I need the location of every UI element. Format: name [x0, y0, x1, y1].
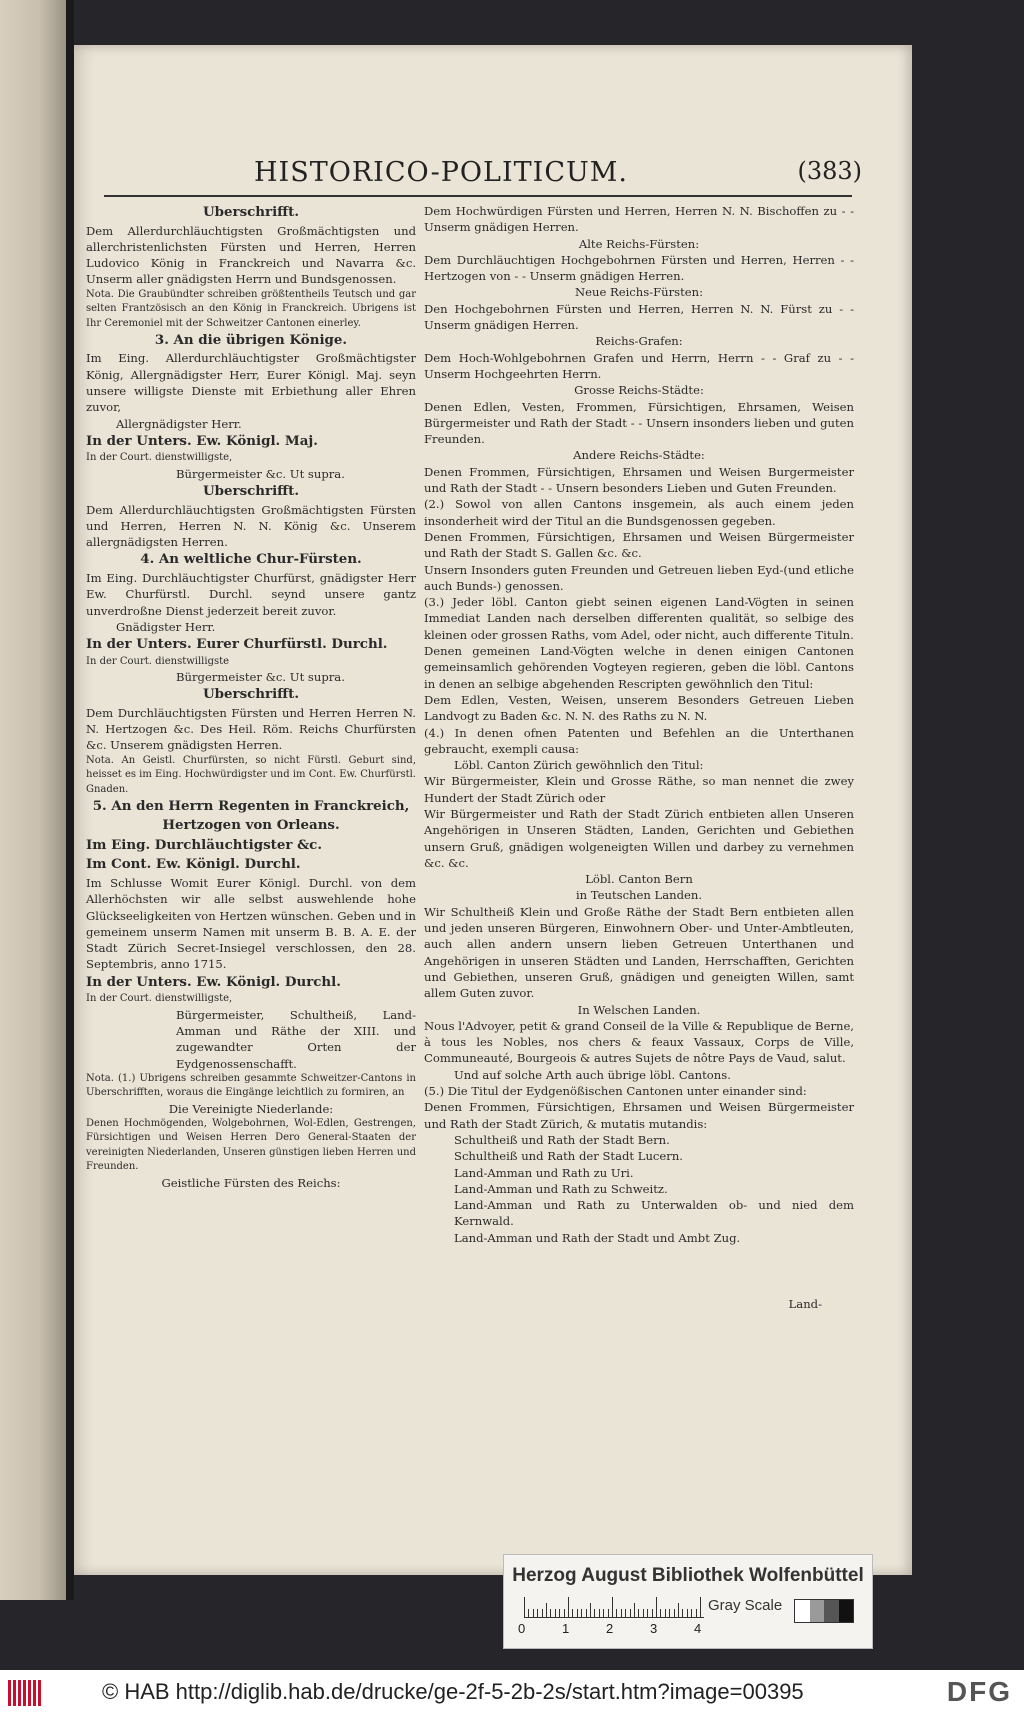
- text-paragraph: Land-Amman und Rath zu Unterwalden ob- und nied dem Kernwald.: [454, 1198, 854, 1229]
- text-paragraph: Wir Bürgermeister, Klein und Grosse Räthe, so man nennet die zwey Hundert der Stadt Zürich oder: [424, 774, 854, 805]
- text-paragraph: Bürgermeister, Schultheiß, Land-Amman und Räthe der XIII. und zugewandter Orten der Eydgenossenschafft.: [176, 1007, 416, 1071]
- text-paragraph: Dem Durchläuchtigen Hochgebohrnen Fürsten und Herren, Herren - - Hertzogen von - - Unserm gnädigen Herren.: [424, 252, 854, 284]
- logo-bar: [28, 1680, 31, 1706]
- text-paragraph: Denen Edlen, Vesten, Frommen, Fürsichtigen, Ehrsamen, Weisen Bürgermeister und Rath der Stadt - - Unsern insonders lieben und guten Freunden.: [424, 399, 854, 447]
- scale-tick: [691, 1609, 692, 1617]
- text-paragraph: Im Cont. Ew. Königl. Durchl.: [86, 856, 301, 873]
- text-paragraph: in Teutschen Landen.: [575, 888, 703, 903]
- library-name: Herzog August Bibliothek Wolfenbüttel: [512, 1565, 864, 1586]
- scale-tick: [647, 1609, 648, 1617]
- scale-tick: [559, 1609, 560, 1617]
- scale-tick: [652, 1609, 653, 1617]
- scale-tick: [665, 1609, 666, 1617]
- running-title: HISTORICO-POLITICUM.: [254, 157, 628, 188]
- text-paragraph: Land-Amman und Rath zu Schweitz.: [454, 1181, 668, 1196]
- logo-bar: [18, 1680, 21, 1706]
- text-paragraph: In der Court. dienstwilligste: [86, 655, 230, 667]
- text-paragraph: Reichs-Grafen:: [595, 334, 683, 349]
- text-paragraph: Wir Bürgermeister und Rath der Stadt Zürich entbieten allen Unseren Angehörigen in Unseren Städten, Landen, Gerichten und Gebiethen unsern Gruß, gnädigen wolgeneigten Willen und darbey zu vernehmen &c. &c.: [424, 806, 854, 870]
- text-paragraph: 3. An die übrigen Könige.: [154, 331, 348, 348]
- scale-tick: [634, 1603, 635, 1617]
- text-paragraph: Wir Schultheiß Klein und Große Räthe der Stadt Bern entbieten allen und jeden unseren Bürgeren, Einwohnern Ober- und Unter-Ambtleuten, auch allen andern unsern lieben Getreuen Unterthanen und Angehörigen in unseren Städten und Landen, Herrschafften, Gerichten und Gebiethen, unseren Gruß, gnädigen und geneigten Willen, samt allem Guten zuvor.: [424, 904, 854, 1001]
- text-paragraph: Dem Allerdurchläuchtigsten Großmächtigsten Fürsten und Herren, Herren N. N. König &c. Unserem allergnädigsten Herren.: [86, 502, 416, 550]
- text-paragraph: Gnädigster Herr.: [116, 619, 216, 634]
- text-paragraph: Schultheiß und Rath der Stadt Bern.: [454, 1132, 670, 1147]
- scale-tick: [630, 1609, 631, 1617]
- scale-tick: [533, 1609, 534, 1617]
- text-paragraph: (5.) Die Titul der Eydgenößischen Cantonen unter einander sind:: [424, 1084, 807, 1099]
- gray-swatch: [824, 1600, 839, 1622]
- text-paragraph: (2.) Sowol von allen Cantons insgemein, als auch einem jeden insonderheit wird der Titul an die Bundsgenossen gegeben.: [424, 497, 854, 528]
- text-paragraph: Dem Hochwürdigen Fürsten und Herren, Herren N. N. Bischoffen zu - - Unserm gnädigen Herren.: [424, 204, 854, 235]
- text-paragraph: Uberschrifft.: [202, 483, 300, 500]
- logo-bar: [8, 1680, 11, 1706]
- text-paragraph: Nota. An Geistl. Churfürsten, so nicht Fürstl. Geburt sind, heisset es im Eing. Hochwürdigster und im Cont. Ew. Churfürstl. Gnaden.: [86, 754, 416, 795]
- scale-tick: [577, 1609, 578, 1617]
- gray-swatch: [839, 1600, 854, 1622]
- text-paragraph: Dem Hoch-Wohlgebohrnen Grafen und Herrn, Herrn - - Graf zu - - Unserm Hochgeehrten Herrn.: [424, 350, 854, 381]
- text-paragraph: Dem Allerdurchläuchtigsten Großmächtigsten und allerchristenlichsten Fürsten und Herren, Herren Ludovico König in Franckreich und Navarra &c. Unserm aller gnädigsten Herrn und Bundsgenossen.: [86, 223, 416, 287]
- book-gutter: [66, 0, 74, 1600]
- text-paragraph: In der Unters. Ew. Königl. Maj.: [86, 432, 318, 449]
- scale-tick: [586, 1609, 587, 1617]
- text-paragraph: (3.) Jeder löbl. Canton giebt seinen eigenen Land-Vögten in seinen Immediat Landen nach derselben differenten qualität, so selbige des kleinen oder grossen Raths, vom Adel, oder nicht, auch differente Tituln.: [424, 595, 854, 642]
- text-paragraph: Uberschrifft.: [202, 686, 300, 703]
- text-paragraph: Grosse Reichs-Städte:: [574, 383, 704, 398]
- text-paragraph: 4. An weltliche Chur-Fürsten.: [140, 551, 362, 568]
- text-paragraph: Geistliche Fürsten des Reichs:: [161, 1175, 341, 1190]
- text-paragraph: Neue Reichs-Fürsten:: [574, 285, 704, 300]
- right-text-column: [424, 203, 854, 1246]
- text-paragraph: Im Eing. Allerdurchläuchtigster Großmächtigster König, Allergnädigster Herr, Eurer Königl. Maj. seyn unsere willigste Dienste mit Erbiethung aller Ehren zuvor,: [86, 351, 416, 415]
- catchword: Land-: [788, 1297, 822, 1311]
- scale-tick: [674, 1609, 675, 1617]
- text-paragraph: In der Court. dienstwilligste,: [86, 452, 233, 464]
- text-paragraph: In der Unters. Eurer Churfürstl. Durchl.: [86, 636, 388, 653]
- scale-tick: [660, 1609, 661, 1617]
- text-paragraph: Denen Frommen, Fürsichtigen, Ehrsamen und Weisen Bürgermeister und Rath der Stadt Zürich, & mutatis mutandis:: [424, 1100, 854, 1131]
- text-paragraph: Land-Amman und Rath der Stadt und Ambt Zug.: [454, 1230, 741, 1245]
- scale-tick: [656, 1597, 657, 1617]
- text-paragraph: Land-Amman und Rath zu Uri.: [454, 1165, 634, 1180]
- scale-tick: [696, 1609, 697, 1617]
- text-paragraph: Dem Edlen, Vesten, Weisen, unserem Besonders Getreuen Lieben Landvogt zu Baden &c. N. N. des Raths zu N. N.: [424, 692, 854, 724]
- text-paragraph: Im Eing. Durchläuchtigster Churfürst, gnädigster Herr Ew. Churfürstl. Durchl. seynd unsere gantz unverdroßne Dienst jederzeit bereit zuvor.: [86, 570, 416, 618]
- scale-tick: [555, 1609, 556, 1617]
- gray-swatch: [795, 1600, 810, 1622]
- scale-label: 0: [518, 1621, 526, 1636]
- scale-tick: [687, 1609, 688, 1617]
- page-number: (383): [797, 157, 862, 185]
- logo-bar: [33, 1680, 36, 1706]
- text-paragraph: Löbl. Canton Bern: [585, 872, 693, 887]
- scale-tick: [678, 1603, 679, 1617]
- scale-label: 3: [650, 1621, 658, 1636]
- text-paragraph: Und auf solche Arth auch übrige löbl. Cantons.: [454, 1067, 731, 1082]
- gray-scale-label: Gray Scale: [708, 1597, 783, 1614]
- text-paragraph: Bürgermeister &c. Ut supra.: [176, 466, 345, 481]
- scale-tick: [700, 1597, 701, 1617]
- scale-tick: [625, 1609, 626, 1617]
- scale-tick: [581, 1609, 582, 1617]
- scale-tick: [603, 1609, 604, 1617]
- text-paragraph: Denen Frommen, Fürsichtigen, Ehrsamen und Weisen Bürgermeister und Rath der Stadt S. Gallen &c. &c.: [424, 529, 854, 561]
- scale-tick: [612, 1597, 613, 1617]
- text-paragraph: Löbl. Canton Zürich gewöhnlich den Titul:: [454, 758, 704, 773]
- measurement-scale: [524, 1595, 704, 1618]
- page-header: [104, 157, 862, 197]
- text-paragraph: Allergnädigster Herr.: [116, 416, 242, 431]
- scale-label: 1: [562, 1621, 570, 1636]
- scale-tick: [621, 1609, 622, 1617]
- text-paragraph: Nous l'Advoyer, petit & grand Conseil de la Ville & Republique de Berne, à tous les Nobles, nos chers & feaux Vassaux, Corps de Ville, Communeauté, Bourgeois & autres Sujets de nôtre Pays de Vaud, salut.: [424, 1018, 854, 1066]
- scale-tick: [616, 1609, 617, 1617]
- text-paragraph: Im Schlusse Womit Eurer Königl. Durchl. von dem Allerhöchsten wir alle selbst auswehlende hohe Glückseeligkeiten von Hertzen wünschen. Geben und in gemeinem unserm Namen mit unserm B. B. A. E. der Stadt Zürich Secret-Insiegel verschlossen, den 28. Septembris, anno 1715.: [86, 875, 416, 972]
- text-paragraph: In der Court. dienstwilligste,: [86, 993, 233, 1005]
- left-text-column: [86, 203, 416, 1191]
- logo-bar: [23, 1680, 26, 1706]
- text-paragraph: Den Hochgebohrnen Fürsten und Herren, Herren N. N. Fürst zu - - Unserm gnädigen Herren.: [424, 301, 854, 333]
- text-paragraph: Dem Durchläuchtigsten Fürsten und Herren Herren N. N. Hertzogen &c. Des Heil. Röm. Reichs Churfürsten &c. Unserem gnädigsten Herren.: [86, 705, 416, 753]
- text-paragraph: Nota. (1.) Ubrigens schreiben gesammte Schweitzer-Cantons in Uberschrifften, woraus die Eingänge leichtlich zu formiren, an: [86, 1072, 416, 1099]
- text-paragraph: In Welschen Landen.: [577, 1002, 701, 1017]
- footer-bar: [0, 1670, 1024, 1715]
- text-paragraph: Andere Reichs-Städte:: [573, 448, 705, 463]
- gray-swatch: [810, 1600, 825, 1622]
- previous-page-edge: [0, 0, 66, 1600]
- scale-tick: [537, 1609, 538, 1617]
- scale-tick: [568, 1597, 569, 1617]
- scale-tick: [546, 1603, 547, 1617]
- text-paragraph: Uberschrifft.: [202, 204, 300, 220]
- scale-tick: [594, 1609, 595, 1617]
- book-page: [74, 45, 912, 1575]
- gray-scale-swatches: [794, 1599, 854, 1623]
- text-paragraph: Bürgermeister &c. Ut supra.: [176, 670, 345, 685]
- scale-tick: [542, 1609, 543, 1617]
- scale-tick: [638, 1609, 639, 1617]
- text-paragraph: Denen Frommen, Fürsichtigen, Ehrsamen und Weisen Burgermeister und Rath der Stadt - - Unsern besonders Lieben und Guten Freunden.: [424, 464, 854, 496]
- text-paragraph: Die Vereinigte Niederlande:: [168, 1101, 334, 1116]
- text-paragraph: Denen gemeinen Land-Vögten welche in denen einigen Cantonen gemeinsamlich gehörenden Vogteyen regieren, geben die löbl. Cantons in denen an selbige abgehenden Rescripten gewöhnlich den Titul:: [424, 644, 854, 691]
- scale-tick: [524, 1597, 525, 1617]
- text-paragraph: Im Eing. Durchläuchtigster &c.: [86, 836, 322, 853]
- scale-tick: [528, 1609, 529, 1617]
- logo-bar: [38, 1680, 41, 1706]
- logo-bar: [13, 1680, 16, 1706]
- scale-tick: [669, 1609, 670, 1617]
- scale-label: 4: [694, 1621, 702, 1636]
- text-paragraph: Nota. Die Graubündter schreiben größtentheils Teutsch und gar selten Frantzösisch an den König in Franckreich. Ubrigens ist Ihr Ceremoniel mit der Schweitzer Cantonen einerley.: [86, 288, 416, 329]
- text-paragraph: Alte Reichs-Fürsten:: [578, 236, 700, 251]
- scale-tick: [599, 1609, 600, 1617]
- scale-tick: [550, 1609, 551, 1617]
- text-paragraph: In der Unters. Ew. Königl. Durchl.: [86, 973, 341, 990]
- header-rule: [104, 195, 852, 197]
- scale-tick: [682, 1609, 683, 1617]
- scale-tick: [590, 1603, 591, 1617]
- dfg-logo: DFG: [946, 1676, 1012, 1707]
- scale-tick: [572, 1609, 573, 1617]
- library-color-card: [503, 1554, 873, 1649]
- scale-tick: [608, 1609, 609, 1617]
- scale-label: 2: [606, 1621, 614, 1636]
- hab-logo-icon: [8, 1680, 46, 1706]
- text-paragraph: Unsern Insonders guten Freunden und Getreuen lieben Eyd-(und etliche auch Bunds-) genossen.: [424, 562, 854, 593]
- text-paragraph: Schultheiß und Rath der Stadt Lucern.: [454, 1149, 683, 1164]
- text-paragraph: (4.) In denen ofnen Patenten und Befehlen an die Unterthanen gebraucht, exempli causa:: [424, 725, 854, 756]
- scale-tick: [643, 1609, 644, 1617]
- scale-tick: [564, 1609, 565, 1617]
- text-paragraph: Denen Hochmögenden, Wolgebohrnen, Wol-Edlen, Gestrengen, Fürsichtigen und Weisen Herren Dero General-Staaten der vereinigten Niederlanden, Unseren günstigen lieben Herren und Freunden.: [86, 1117, 416, 1173]
- footer-credit[interactable]: © HAB http://diglib.hab.de/drucke/ge-2f-5-2b-2s/start.htm?image=00395: [102, 1679, 804, 1704]
- text-paragraph: 5. An den Herrn Regenten in Franckreich, Hertzogen von Orleans.: [92, 797, 410, 834]
